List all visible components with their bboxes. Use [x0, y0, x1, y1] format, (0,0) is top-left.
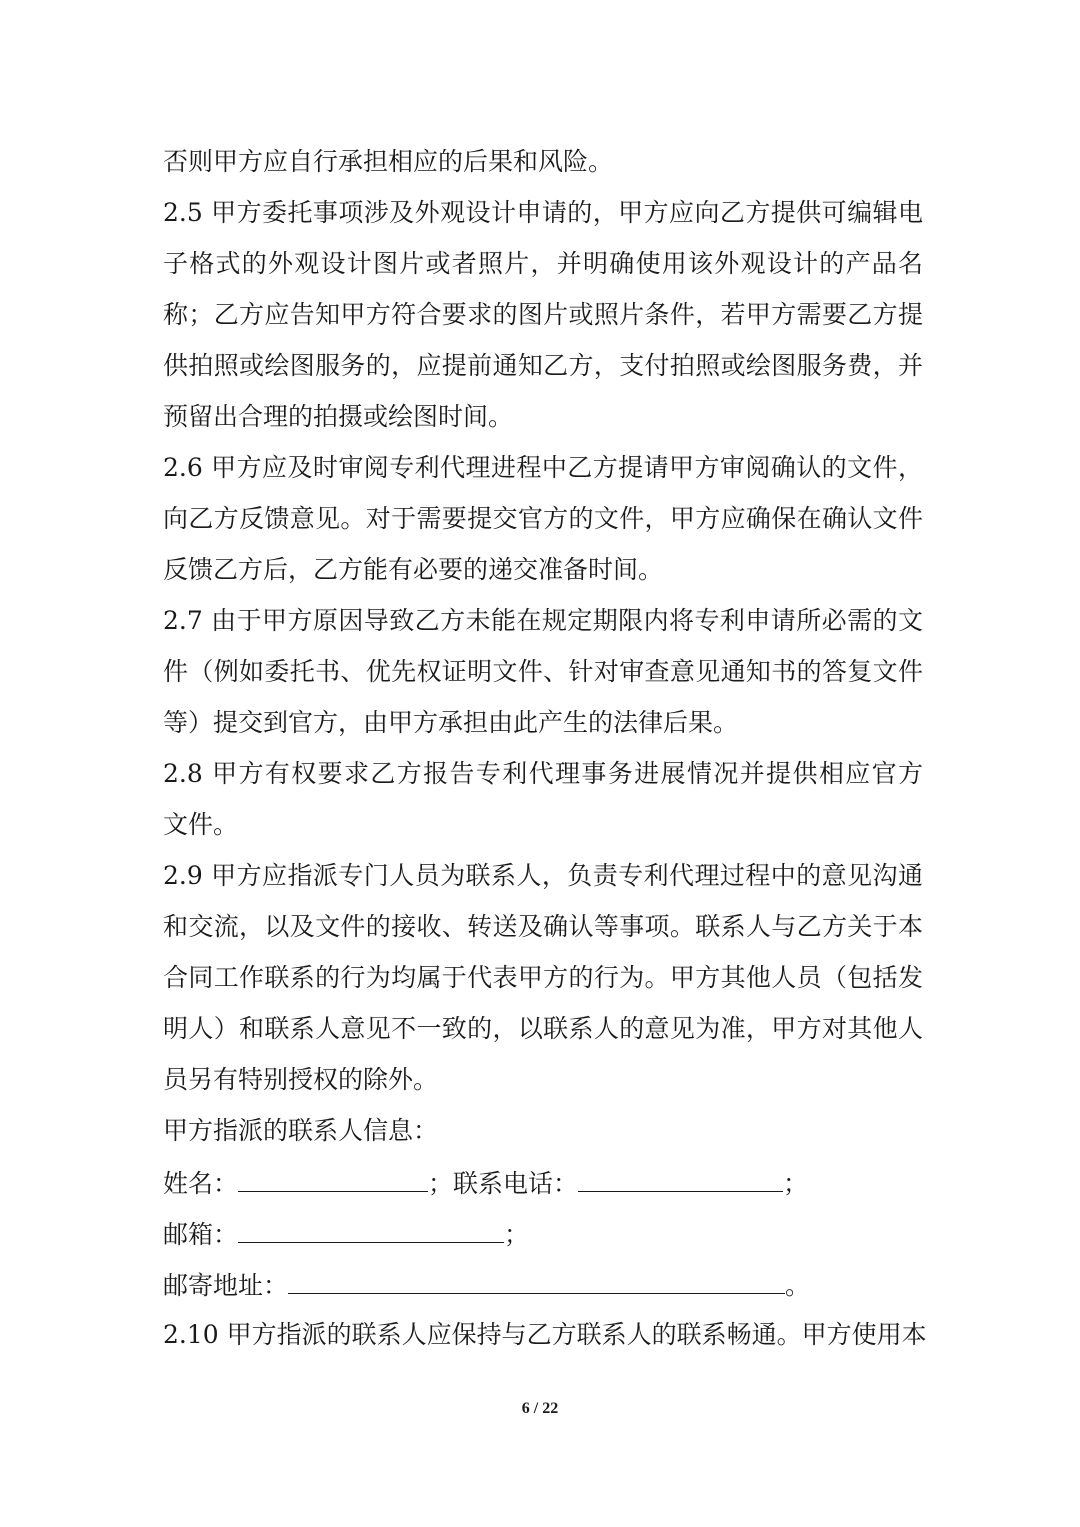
- paragraph-line: 反馈乙方后，乙方能有必要的递交准备时间。: [163, 555, 664, 584]
- contact-email-row: [163, 1218, 923, 1250]
- separator: ；: [783, 1169, 809, 1198]
- paragraph-line: 2.5 甲方委托事项涉及外观设计申请的，甲方应向乙方提供可编辑电: [163, 198, 923, 227]
- paragraph-line: 2.6 甲方应及时审阅专利代理进程中乙方提请甲方审阅确认的文件，: [163, 453, 923, 482]
- email-blank-field[interactable]: [238, 1218, 504, 1243]
- paragraph-line: 2.7 由于甲方原因导致乙方未能在规定期限内将专利申请所必需的文: [163, 606, 923, 635]
- paragraph-line: 2.9 甲方应指派专门人员为联系人，负责专利代理过程中的意见沟通: [163, 861, 923, 890]
- separator: ；: [428, 1169, 454, 1198]
- paragraph-line: 称；乙方应告知甲方符合要求的图片或照片条件，若甲方需要乙方提: [163, 300, 923, 329]
- email-label: 邮箱：: [163, 1220, 239, 1249]
- paragraph-line: 2.10 甲方指派的联系人应保持与乙方联系人的联系畅通。甲方使用本: [163, 1320, 927, 1349]
- paragraph-line: 否则甲方应自行承担相应的后果和风险。: [163, 147, 614, 176]
- address-blank-field[interactable]: [288, 1269, 785, 1294]
- paragraph-line: 甲方指派的联系人信息：: [163, 1116, 439, 1145]
- phone-blank-field[interactable]: [578, 1167, 783, 1192]
- paragraph-line: 子格式的外观设计图片或者照片，并明确使用该外观设计的产品名: [163, 249, 923, 278]
- paragraph-line: 供拍照或绘图服务的，应提前通知乙方，支付拍照或绘图服务费，并: [163, 351, 923, 380]
- contact-address-row: [163, 1269, 923, 1301]
- name-blank-field[interactable]: [238, 1167, 428, 1192]
- paragraph-line: 合同工作联系的行为均属于代表甲方的行为。甲方其他人员（包括发: [163, 963, 923, 992]
- paragraph-line: 明人）和联系人意见不一致的，以联系人的意见为准，甲方对其他人: [163, 1014, 923, 1043]
- name-label: 姓名：: [163, 1169, 239, 1198]
- paragraph-line: 和交流，以及文件的接收、转送及确认等事项。联系人与乙方关于本: [163, 912, 923, 941]
- separator: 。: [785, 1271, 811, 1300]
- paragraph-line: 预留出合理的拍摄或绘图时间。: [163, 402, 514, 431]
- paragraph-line: 件（例如委托书、优先权证明文件、针对审查意见通知书的答复文件: [163, 657, 923, 686]
- separator: ；: [504, 1220, 530, 1249]
- phone-label: 联系电话：: [453, 1169, 579, 1198]
- paragraph-line: 员另有特别授权的除外。: [163, 1065, 439, 1094]
- paragraph-line: 等）提交到官方，由甲方承担由此产生的法律后果。: [163, 708, 739, 737]
- paragraph-line: 向乙方反馈意见。对于需要提交官方的文件，甲方应确保在确认文件: [163, 504, 923, 533]
- page-number: 6 / 22: [521, 1400, 559, 1417]
- paragraph-line: 文件。: [163, 810, 239, 839]
- paragraph-line: 2.8 甲方有权要求乙方报告专利代理事务进展情况并提供相应官方: [163, 759, 923, 788]
- contact-name-phone-row: [163, 1167, 923, 1199]
- address-label: 邮寄地址：: [163, 1271, 289, 1300]
